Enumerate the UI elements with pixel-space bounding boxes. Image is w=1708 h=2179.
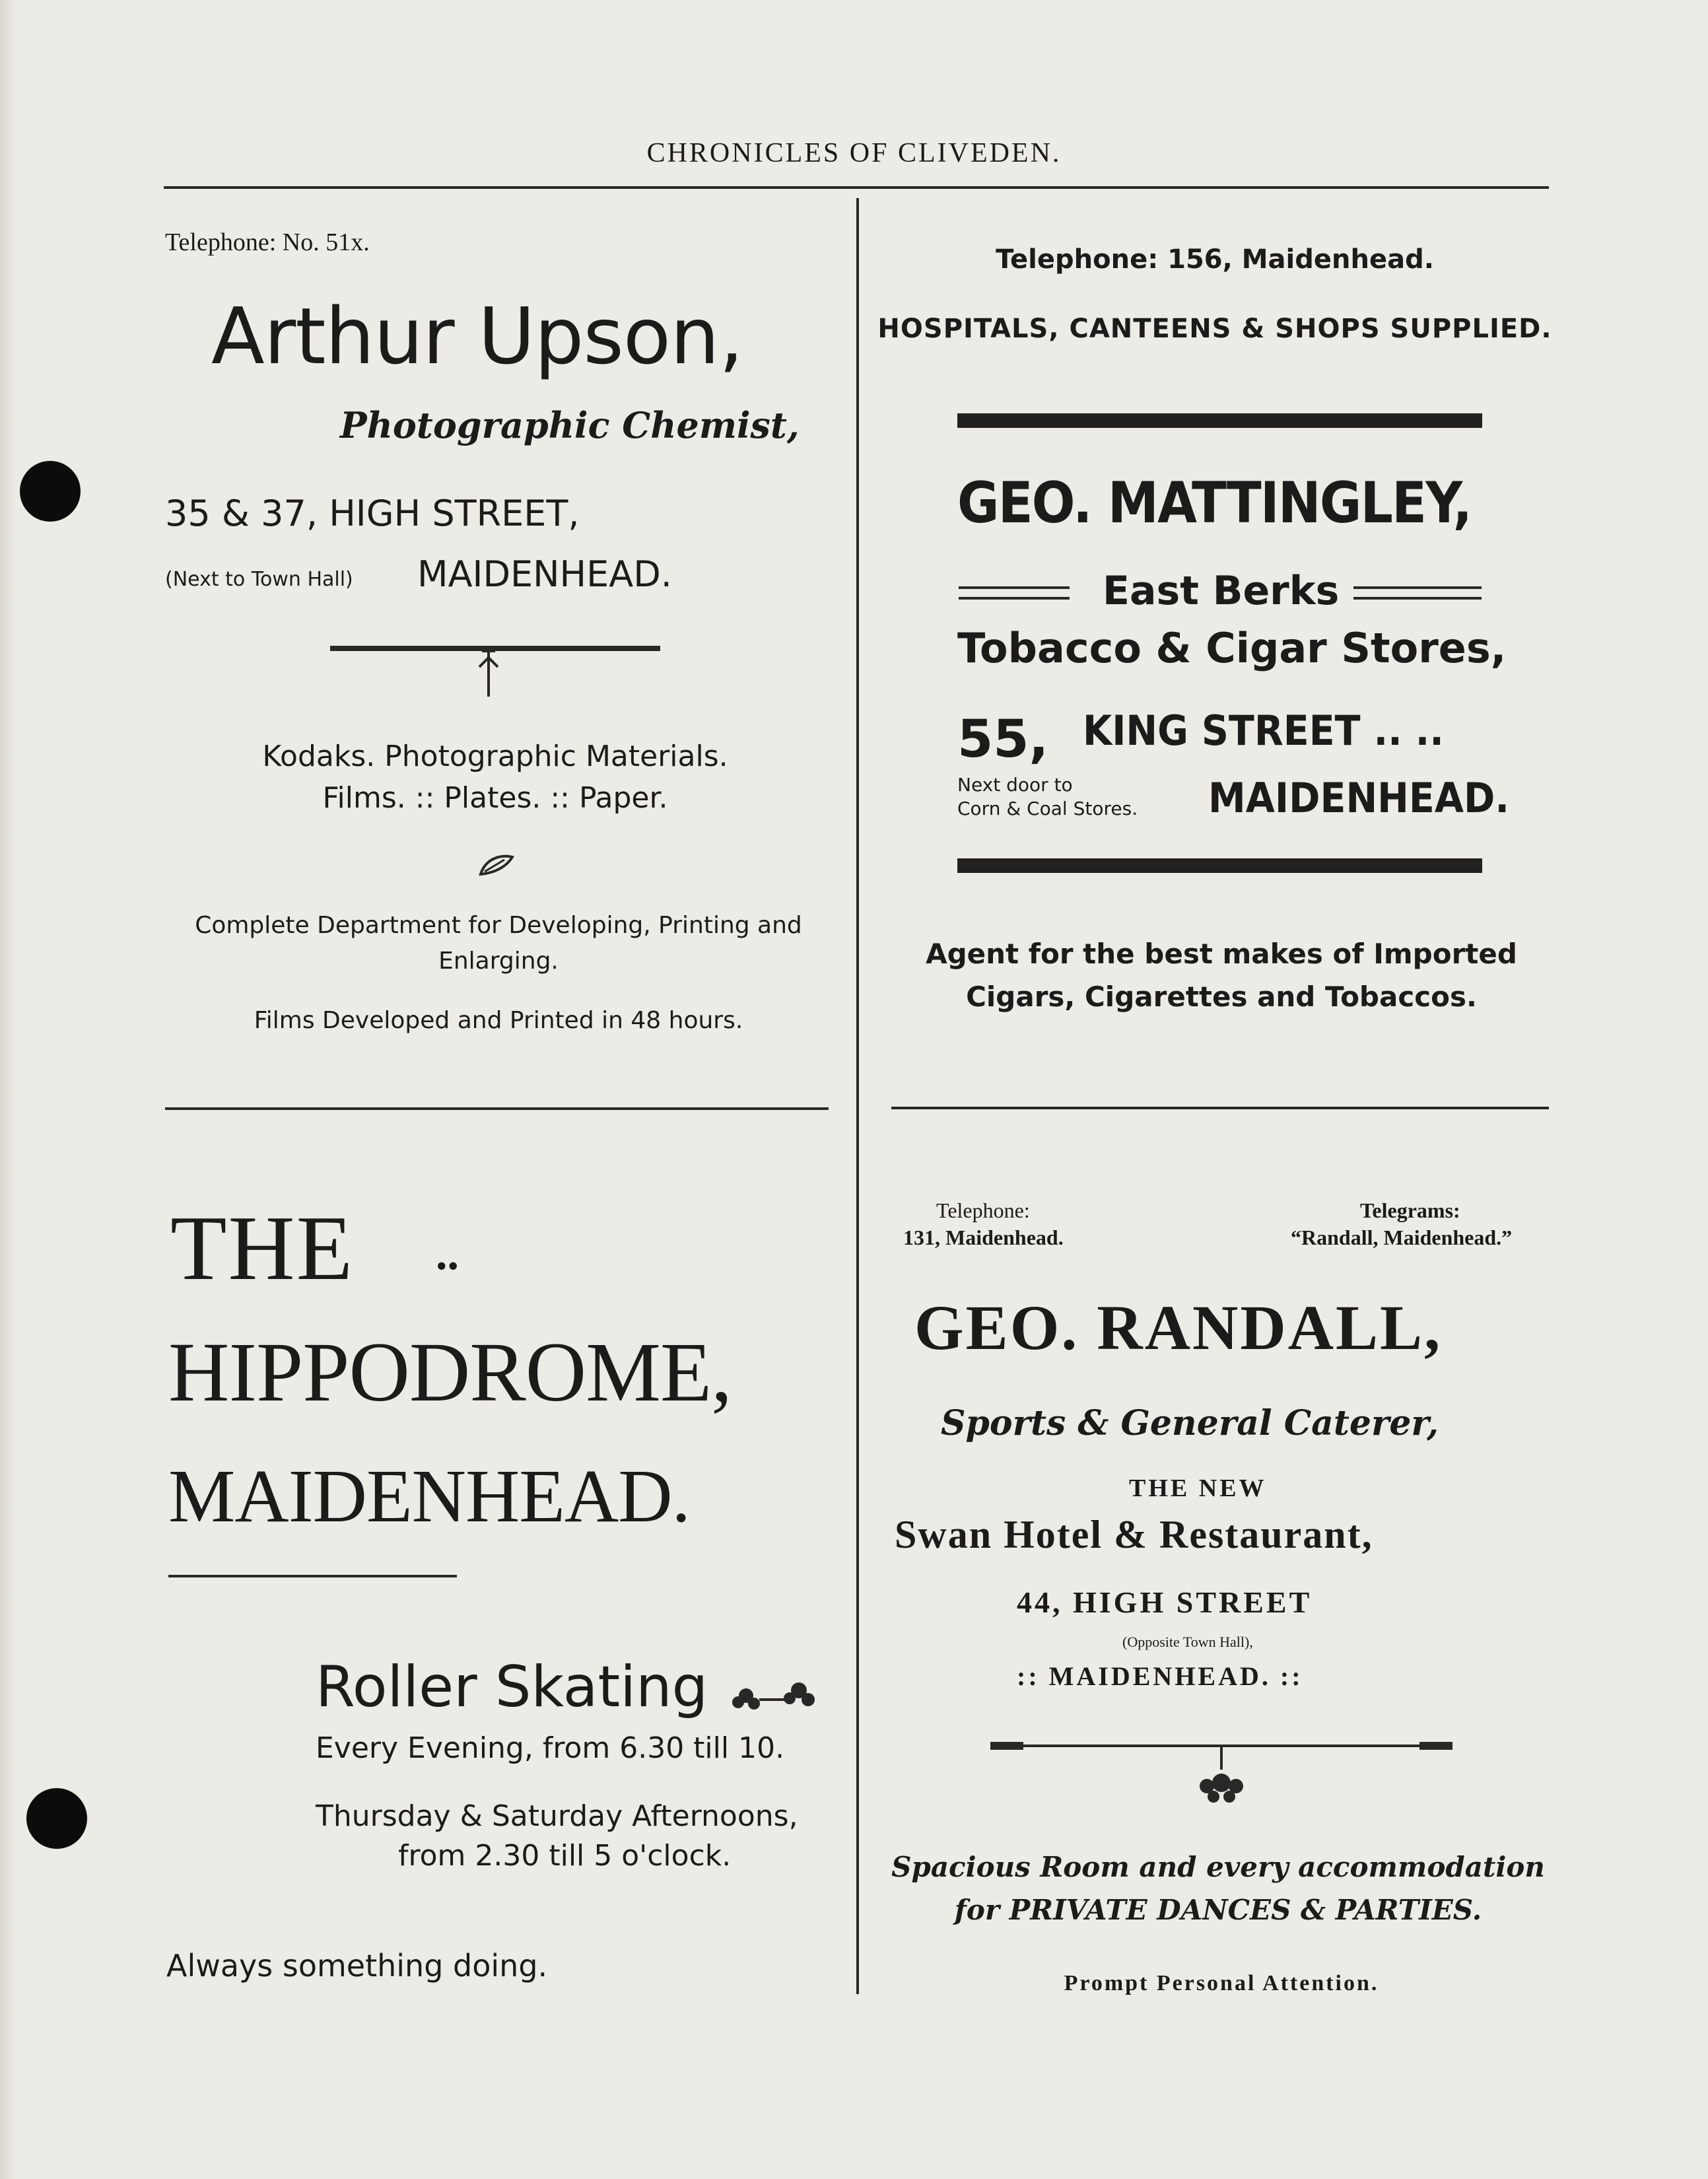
- randall-hotel: Swan Hotel & Restaurant,: [895, 1513, 1373, 1556]
- upson-address: 35 & 37, HIGH STREET,: [165, 493, 580, 534]
- mattingley-telephone: Telephone: 156, Maidenhead.: [996, 244, 1434, 275]
- leaf-ornament-icon: [477, 852, 516, 878]
- randall-opposite: (Opposite Town Hall),: [1122, 1634, 1253, 1650]
- hippodrome-line2: HIPPODROME,: [168, 1325, 732, 1419]
- upson-telephone: Telephone: No. 51x.: [165, 228, 370, 256]
- mattingley-agent-line1: Agent for the best makes of Imported: [926, 938, 1517, 970]
- upson-town: MAIDENHEAD.: [417, 553, 672, 595]
- hippodrome-dots: ..: [436, 1229, 459, 1280]
- randall-name: GEO. RANDALL,: [914, 1292, 1443, 1363]
- hippodrome-evening: Every Evening, from 6.30 till 10.: [316, 1731, 785, 1765]
- mattingley-top-bar: [957, 413, 1482, 428]
- randall-town: :: MAIDENHEAD. ::: [1017, 1661, 1303, 1691]
- mattingley-name: GEO. MATTINGLEY,: [957, 470, 1472, 536]
- mattingley-stores: Tobacco & Cigar Stores,: [957, 624, 1507, 672]
- hippodrome-roller: Roller Skating: [316, 1654, 708, 1720]
- upson-films: Films Developed and Printed in 48 hours.: [254, 1007, 743, 1034]
- upson-profession: Photographic Chemist,: [340, 404, 800, 446]
- column-divider: [856, 198, 859, 1994]
- upson-next-to: (Next to Town Hall): [165, 568, 353, 591]
- right-section-rule: [891, 1107, 1549, 1109]
- mattingley-bottom-bar: [957, 858, 1482, 873]
- page-header-title: CHRONICLES OF CLIVEDEN.: [646, 138, 1062, 168]
- mattingley-town: MAIDENHEAD.: [1208, 774, 1510, 822]
- upson-name: Arthur Upson,: [211, 291, 743, 382]
- randall-divider-ornament: [990, 1733, 1459, 1813]
- randall-spacious-line1: Spacious Room and every accommodation: [891, 1851, 1545, 1883]
- hippodrome-line3: MAIDENHEAD.: [168, 1454, 691, 1538]
- randall-address: 44, HIGH STREET: [1017, 1585, 1313, 1619]
- punch-hole-bottom: [26, 1788, 87, 1849]
- mattingley-street: KING STREET .. ..: [1083, 707, 1444, 755]
- randall-telegrams-value: “Randall, Maidenhead.”: [1291, 1226, 1513, 1249]
- randall-telegrams-label: Telegrams:: [1360, 1198, 1460, 1222]
- clover-ornament-icon: [726, 1676, 832, 1715]
- randall-prompt: Prompt Personal Attention.: [1064, 1971, 1379, 1995]
- header-rule: [164, 186, 1549, 189]
- mattingley-east-berks: East Berks: [1103, 568, 1340, 614]
- mattingley-number: 55,: [957, 710, 1049, 769]
- randall-the-new: THE NEW: [1129, 1474, 1267, 1502]
- east-berks-left-bracket: [959, 586, 1070, 600]
- randall-caterer: Sports & General Caterer,: [941, 1403, 1439, 1443]
- punch-hole-top: [20, 461, 81, 522]
- hippodrome-line1: THE: [170, 1197, 355, 1299]
- randall-spacious-line2: for PRIVATE DANCES & PARTIES.: [954, 1894, 1482, 1926]
- randall-telephone-label: Telephone:: [936, 1198, 1030, 1222]
- upson-products-line1: Kodaks. Photographic Materials.: [262, 740, 728, 773]
- mattingley-next-door-line1: Next door to: [957, 774, 1073, 796]
- mattingley-supplied: HOSPITALS, CANTEENS & SHOPS SUPPLIED.: [877, 314, 1552, 344]
- upson-divider-ornament: [324, 640, 667, 707]
- page-fold-shadow: [0, 0, 16, 2179]
- upson-department: Complete Department for Developing, Printing and Enlarging.: [195, 912, 802, 975]
- upson-products-line2: Films. :: Plates. :: Paper.: [322, 781, 668, 815]
- hippodrome-afternoons-line1: Thursday & Saturday Afternoons,: [316, 1799, 798, 1833]
- left-section-rule: [165, 1107, 829, 1110]
- hippodrome-rule: [168, 1575, 457, 1577]
- randall-telephone-value: 131, Maidenhead.: [903, 1226, 1064, 1249]
- east-berks-right-bracket: [1353, 586, 1482, 600]
- mattingley-agent-line2: Cigars, Cigarettes and Tobaccos.: [966, 981, 1477, 1013]
- mattingley-next-door-line2: Corn & Coal Stores.: [957, 798, 1138, 819]
- hippodrome-afternoons-line2: from 2.30 till 5 o'clock.: [398, 1839, 732, 1873]
- hippodrome-always: Always something doing.: [166, 1948, 548, 1984]
